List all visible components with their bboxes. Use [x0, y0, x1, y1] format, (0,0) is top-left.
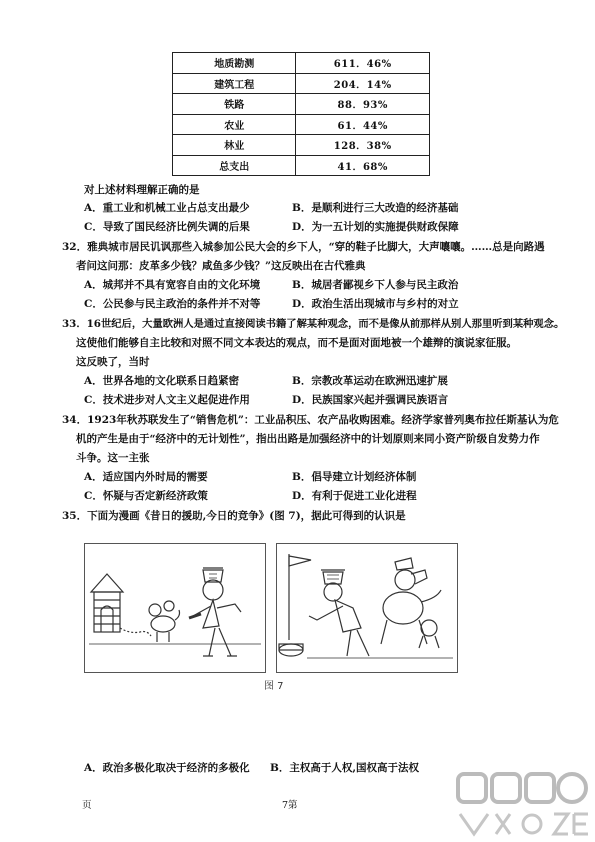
q35-stem: 35．下面为漫画《昔日的援助,今日的竞争》(图 7)，据此可得到的认识是 [62, 510, 406, 522]
table-row [173, 155, 430, 176]
q32-option-a[interactable]: A．城邦并不具有宽容自由的文化环境 [84, 279, 261, 291]
q34-option-c[interactable]: C．怀疑与否定新经济政策 [84, 490, 208, 502]
q32-stem-line2: 者问这问那：皮革多少钱？咸鱼多少钱？”这反映出在古代雅典 [76, 260, 366, 272]
q32-stem-line1: 32．雅典城市居民讥讽那些入城参加公民大会的乡下人，“穿的鞋子比脚大，大声嚷嚷。……总是向路遇 [62, 241, 545, 253]
table-cell-category: 建筑工程 [173, 73, 296, 94]
cartoon-present-competition [276, 543, 458, 673]
table-cell-category: 地质勘测 [173, 53, 296, 74]
table-body [173, 53, 430, 176]
q32-option-d[interactable]: D．政治生活出现城市与乡村的对立 [292, 298, 459, 310]
table-row [173, 94, 430, 115]
q31-stem: 对上述材料理解正确的是 [84, 184, 200, 196]
q33-stem-line3: 这反映了，当时 [76, 356, 150, 368]
table-row [173, 135, 430, 156]
table-cell-category: 林业 [173, 135, 296, 156]
q32-option-c[interactable]: C．公民参与民主政治的条件并不对等 [84, 298, 261, 310]
footer-page-number: 7第 [282, 800, 298, 811]
table-cell-growth: 204．14% [296, 73, 430, 94]
table-row [173, 53, 430, 74]
q33-option-b[interactable]: B．宗教改革运动在欧洲迅速扩展 [292, 375, 448, 387]
q31-option-c[interactable]: C．导致了国民经济比例失调的后果 [84, 221, 250, 233]
table-cell-category: 总支出 [173, 155, 296, 176]
q34-option-a[interactable]: A．适应国内外时局的需要 [84, 471, 208, 483]
expenditure-growth-table [172, 52, 430, 176]
table-cell-growth: 41．68% [296, 155, 430, 176]
q34-option-d[interactable]: D．有利于促进工业化进程 [292, 490, 417, 502]
table-cell-category: 农业 [173, 114, 296, 135]
table-cell-category: 铁路 [173, 94, 296, 115]
corner-logo-icon [452, 768, 592, 840]
q32-option-b[interactable]: B．城居者鄙视乡下人参与民主政治 [292, 279, 459, 291]
q33-option-c[interactable]: C．技术进步对人文主义起促进作用 [84, 394, 250, 406]
q34-option-b[interactable]: B．倡导建立计划经济体制 [292, 471, 417, 483]
q33-option-d[interactable]: D．民族国家兴起并强调民族语言 [292, 394, 449, 406]
q35-option-b[interactable]: B．主权高于人权,国权高于法权 [270, 762, 420, 774]
table-cell-growth: 611．46% [296, 53, 430, 74]
q34-stem-line2: 机的产生是由于“经济中的无计划性”，指出出路是加强经济中的计划原则来同小资产阶级自发势力作 [76, 433, 540, 445]
q34-stem-line3: 斗争。这一主张 [76, 452, 150, 464]
q35-option-a[interactable]: A．政治多极化取决于经济的多极化 [84, 762, 250, 774]
table-row [173, 73, 430, 94]
q33-option-a[interactable]: A．世界各地的文化联系日趋紧密 [84, 375, 240, 387]
table-row [173, 114, 430, 135]
table-cell-growth: 128．38% [296, 135, 430, 156]
figure-caption: 图 7 [264, 681, 284, 692]
q33-stem-line1: 33．16世纪后，大量欧洲人是通过直接阅读书籍了解某种观念，而不是像从前那样从别人那里听到某种观念。 [62, 318, 565, 330]
q34-stem-line1: 34．1923年秋苏联发生了“销售危机”：工业品积压、农产品收购困难。经济学家普列奥布拉任斯基认为危 [62, 414, 559, 426]
q31-option-b[interactable]: B．是顺利进行三大改造的经济基础 [292, 202, 459, 214]
q31-option-d[interactable]: D．为一五计划的实施提供财政保障 [292, 221, 459, 233]
cartoon-past-aid-drawing [85, 544, 265, 672]
cartoon-past-aid [84, 543, 266, 673]
cartoon-present-competition-drawing [277, 544, 457, 672]
table-cell-growth: 88．93% [296, 94, 430, 115]
q33-stem-line2: 这使他们能够自主比较和对照不同文本表达的观点，而不是面对面地被一个雄辩的演说家征服。 [76, 337, 517, 349]
table-cell-growth: 61．44% [296, 114, 430, 135]
q31-option-a[interactable]: A．重工业和机械工业占总支出最少 [84, 202, 250, 214]
footer-left: 页 [82, 800, 92, 811]
